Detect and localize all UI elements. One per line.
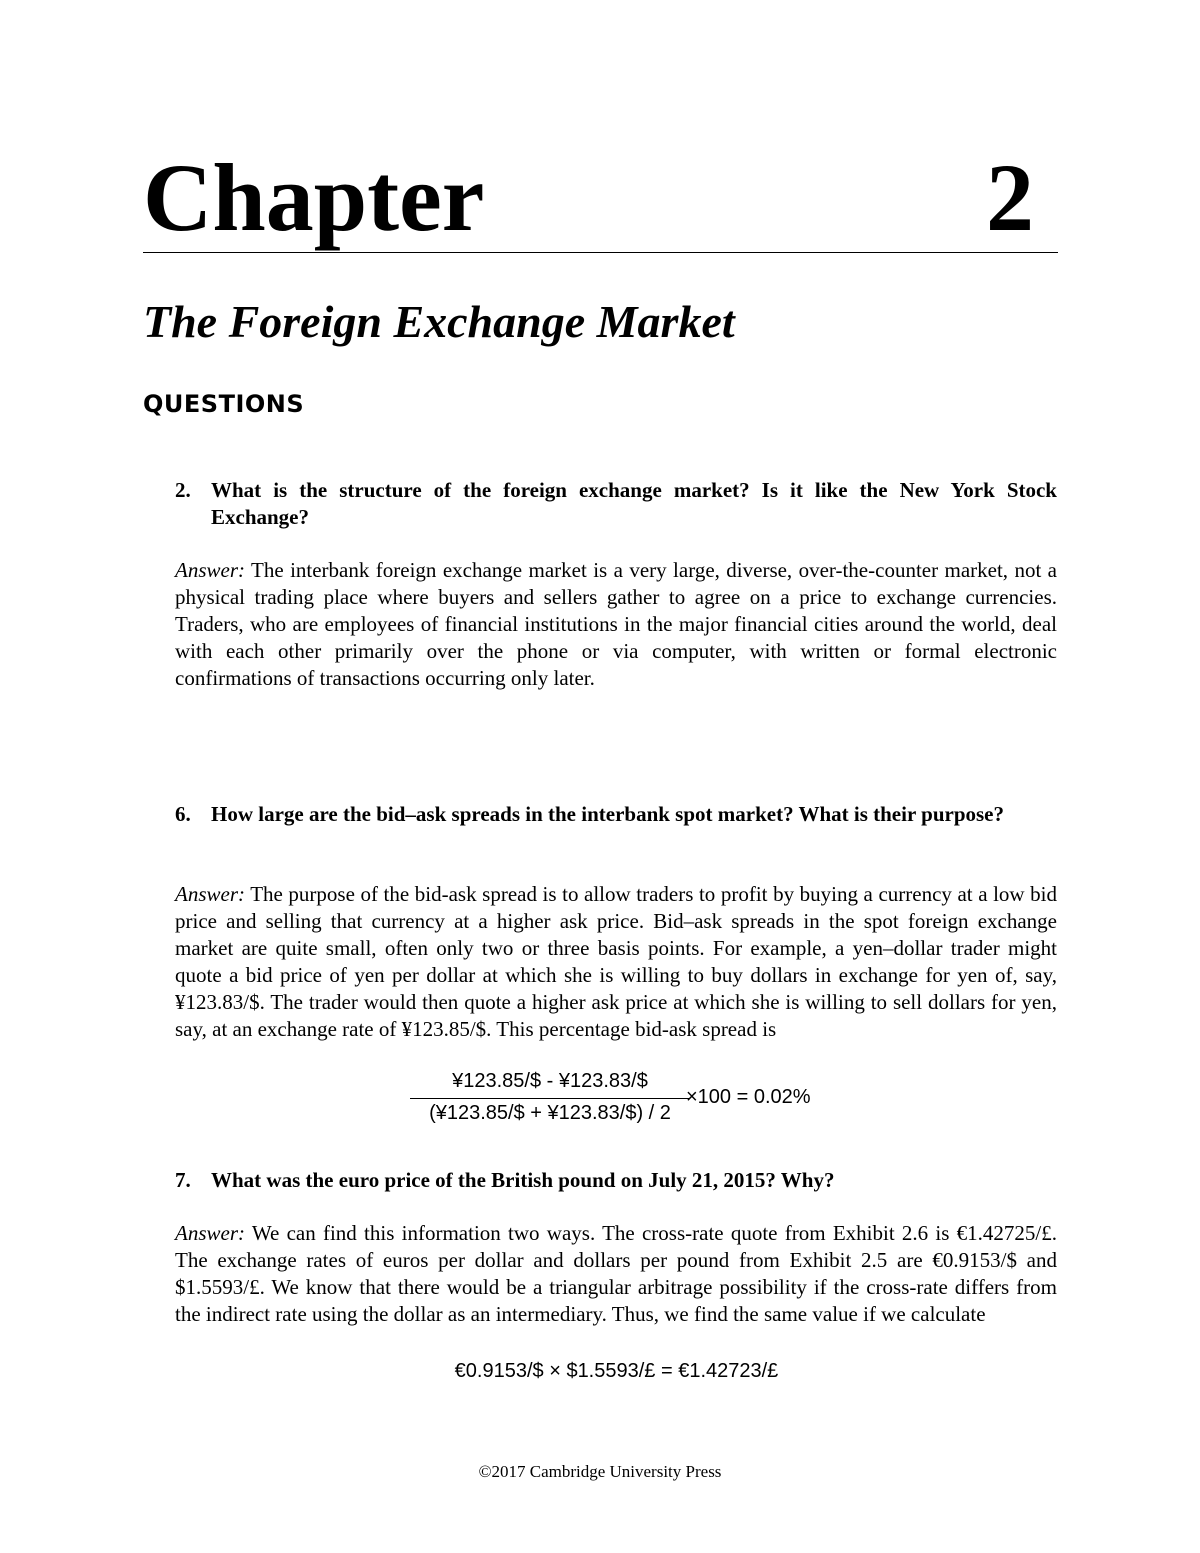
answer-label: Answer:: [175, 882, 245, 906]
question-7: [175, 1167, 1057, 1194]
answer-text: The purpose of the bid-ask spread is to allow traders to profit by buying a currency at a low bid price and selling that currency at a higher ask price. Bid–ask spreads in the spot foreign exchange market are quite small, often only two or three basis points. For example, a yen–dollar trader might quote a bid price of yen per dollar at which she is willing to buy dollars in exchange for yen of, say, ¥123.83/$. The trader would then quote a higher ask price at which she is willing to sell dollars for yen, say, at an exchange rate of ¥123.85/$. This percentage bid-ask spread is: [175, 882, 1057, 1041]
bid-ask-spread-formula: [410, 1068, 850, 1132]
section-heading: QUESTIONS: [143, 390, 305, 418]
chapter-title: The Foreign Exchange Market: [143, 296, 735, 347]
answer-text: The interbank foreign exchange market is a very large, diverse, over-the-counter market, not a physical trading place where buyers and sellers gather to agree on a price to exchange currencies. Traders, who are employees of financial institutions in the major financial cities around the world, deal with each other primarily over the phone or via computer, with written or formal electronic confirmations of transactions occurring only later.: [175, 558, 1057, 690]
question-6: [175, 801, 1057, 828]
formula-result: ×100 = 0.02%: [686, 1086, 811, 1108]
answer-7: [175, 1220, 1057, 1328]
answer-text: We can find this information two ways. The cross-rate quote from Exhibit 2.6 is €1.42725/£. The exchange rates of euros per dollar and dollars per pound from Exhibit 2.5 are €0.9153/$ and $1.5593/£. We know that there would be a triangular arbitrage possibility if the cross-rate differs from the indirect rate using the dollar as an intermediary. Thus, we find the same value if we calculate: [175, 1221, 1057, 1326]
chapter-header: [143, 144, 1058, 253]
chapter-number: 2: [986, 144, 1034, 251]
question-2: [175, 477, 1057, 531]
chapter-label: Chapter: [143, 144, 485, 251]
answer-6: [175, 881, 1057, 1043]
copyright-footer: ©2017 Cambridge University Press: [478, 1462, 722, 1481]
question-number: 6.: [175, 802, 191, 826]
fraction-bar: [410, 1098, 690, 1099]
question-number: 7.: [175, 1168, 191, 1192]
answer-label: Answer:: [175, 1221, 245, 1245]
question-text: What was the euro price of the British pound on July 21, 2015? Why?: [211, 1168, 835, 1192]
cross-rate-formula: €0.9153/$ × $1.5593/£ = €1.42723/£: [454, 1360, 779, 1382]
answer-2: [175, 557, 1057, 692]
question-number: 2.: [175, 478, 191, 502]
formula-denominator: (¥123.85/$ + ¥123.83/$) / 2: [429, 1102, 671, 1124]
question-text: What is the structure of the foreign exchange market? Is it like the New York Stock Exchange?: [211, 478, 1057, 529]
answer-label: Answer:: [175, 558, 245, 582]
formula-numerator: ¥123.85/$ - ¥123.83/$: [452, 1070, 648, 1092]
question-text: How large are the bid–ask spreads in the interbank spot market? What is their purpose?: [211, 802, 1005, 826]
